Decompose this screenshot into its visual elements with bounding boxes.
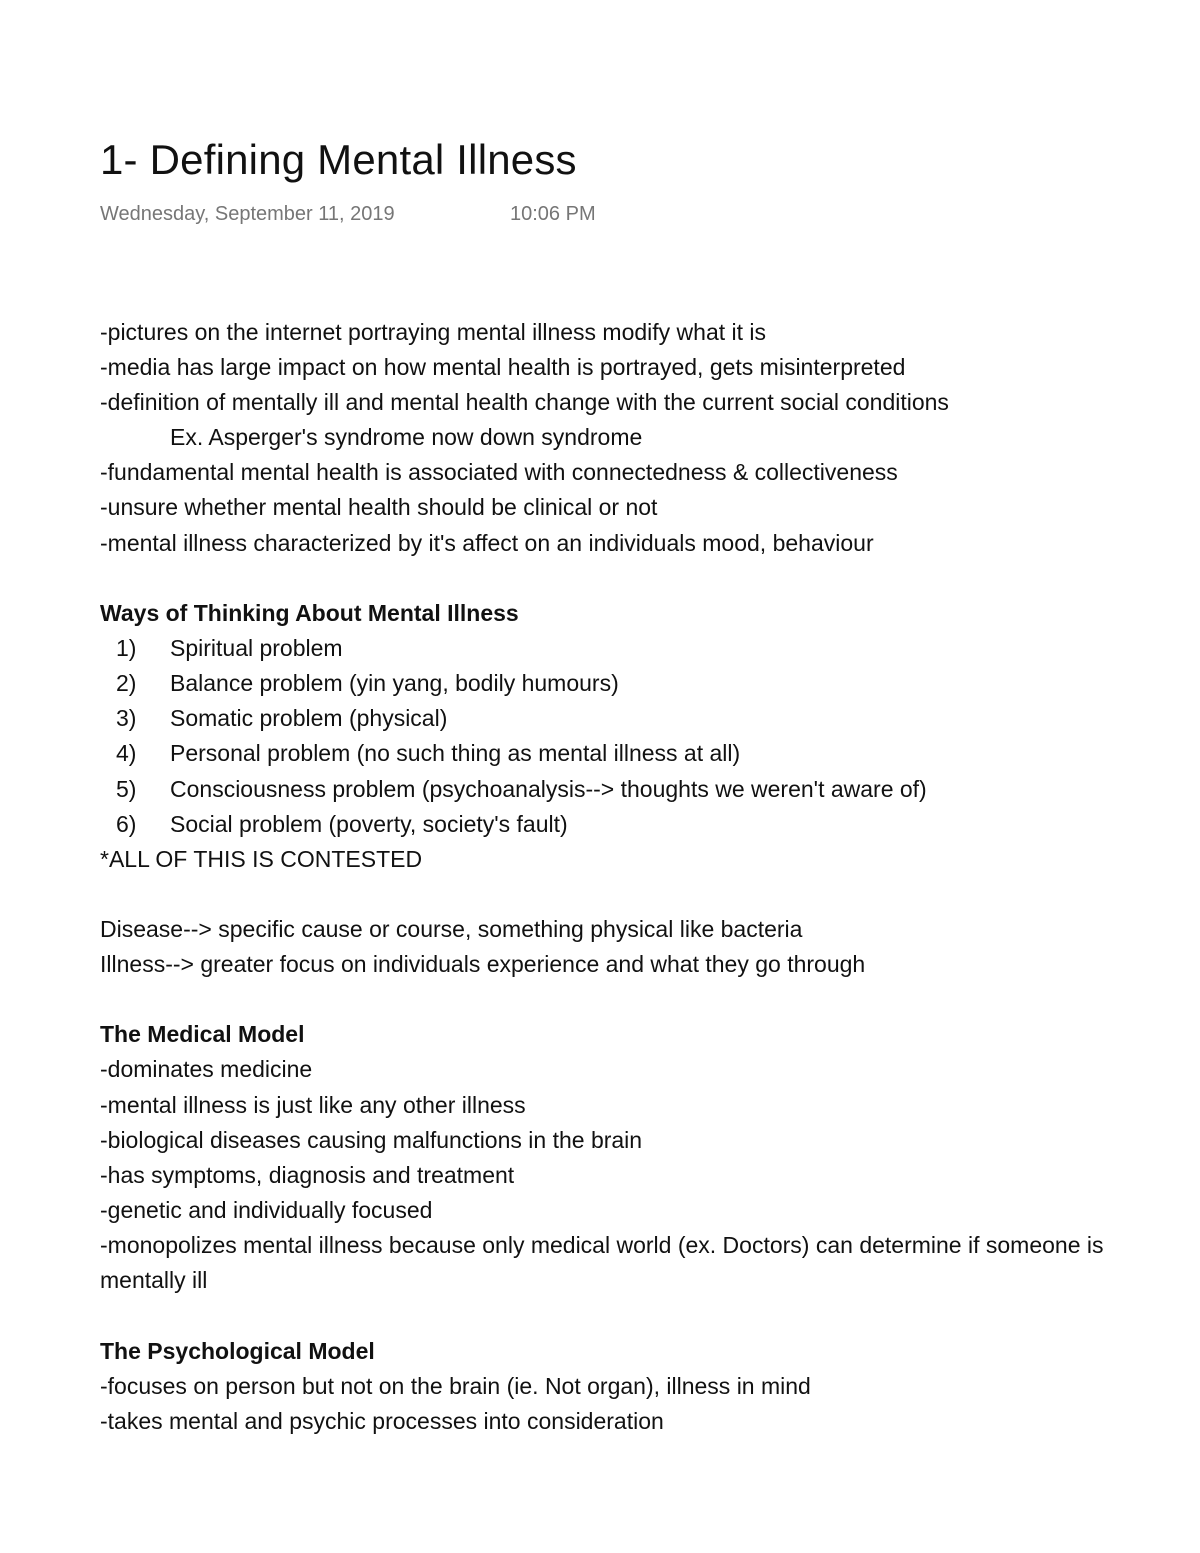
medical-model-line: -monopolizes mental illness because only medical world (ex. Doctors) can determine if someone is — [100, 1232, 1104, 1258]
medical-model-line: -genetic and individually focused — [100, 1197, 433, 1223]
psychological-model-line: -takes mental and psychic processes into consideration — [100, 1408, 664, 1434]
list-item: Balance problem (yin yang, bodily humours) — [170, 670, 619, 696]
medical-model-heading: The Medical Model — [100, 1021, 305, 1047]
medical-model-line: mentally ill — [100, 1267, 208, 1293]
medical-model-line: -dominates medicine — [100, 1056, 313, 1082]
medical-model-line: -mental illness is just like any other illness — [100, 1092, 526, 1118]
list-number: 5) — [116, 776, 137, 802]
medical-model-line: -has symptoms, diagnosis and treatment — [100, 1162, 515, 1188]
note-date: Wednesday, September 11, 2019 — [100, 203, 395, 225]
intro-line: -definition of mentally ill and mental health change with the current social conditions — [100, 389, 949, 415]
intro-example: Ex. Asperger's syndrome now down syndrome — [170, 424, 643, 450]
list-item: Social problem (poverty, society's fault) — [170, 811, 568, 837]
list-number: 6) — [116, 811, 137, 837]
list-number: 1) — [116, 635, 137, 661]
intro-line: -media has large impact on how mental health is portrayed, gets misinterpreted — [100, 354, 906, 380]
list-number: 3) — [116, 705, 137, 731]
list-item: Somatic problem (physical) — [170, 705, 448, 731]
ways-heading: Ways of Thinking About Mental Illness — [100, 600, 519, 626]
intro-line: -pictures on the internet portraying mental illness modify what it is — [100, 319, 767, 345]
definition-disease: Disease--> specific cause or course, something physical like bacteria — [100, 916, 803, 942]
definition-illness: Illness--> greater focus on individuals experience and what they go through — [100, 951, 866, 977]
psychological-model-heading: The Psychological Model — [100, 1338, 375, 1364]
intro-line: -mental illness characterized by it's affect on an individuals mood, behaviour — [100, 530, 874, 556]
list-item: Personal problem (no such thing as mental illness at all) — [170, 740, 741, 766]
intro-line: -unsure whether mental health should be clinical or not — [100, 494, 658, 520]
page-title: 1- Defining Mental Illness — [100, 136, 577, 183]
intro-line: -fundamental mental health is associated with connectedness & collectiveness — [100, 459, 898, 485]
list-item: Consciousness problem (psychoanalysis--> thoughts we weren't aware of) — [170, 776, 927, 802]
list-number: 4) — [116, 740, 137, 766]
psychological-model-line: -focuses on person but not on the brain (ie. Not organ), illness in mind — [100, 1373, 811, 1399]
contested-note: *ALL OF THIS IS CONTESTED — [100, 846, 423, 872]
note-time: 10:06 PM — [510, 203, 596, 225]
list-item: Spiritual problem — [170, 635, 343, 661]
list-number: 2) — [116, 670, 137, 696]
medical-model-line: -biological diseases causing malfunctions in the brain — [100, 1127, 643, 1153]
